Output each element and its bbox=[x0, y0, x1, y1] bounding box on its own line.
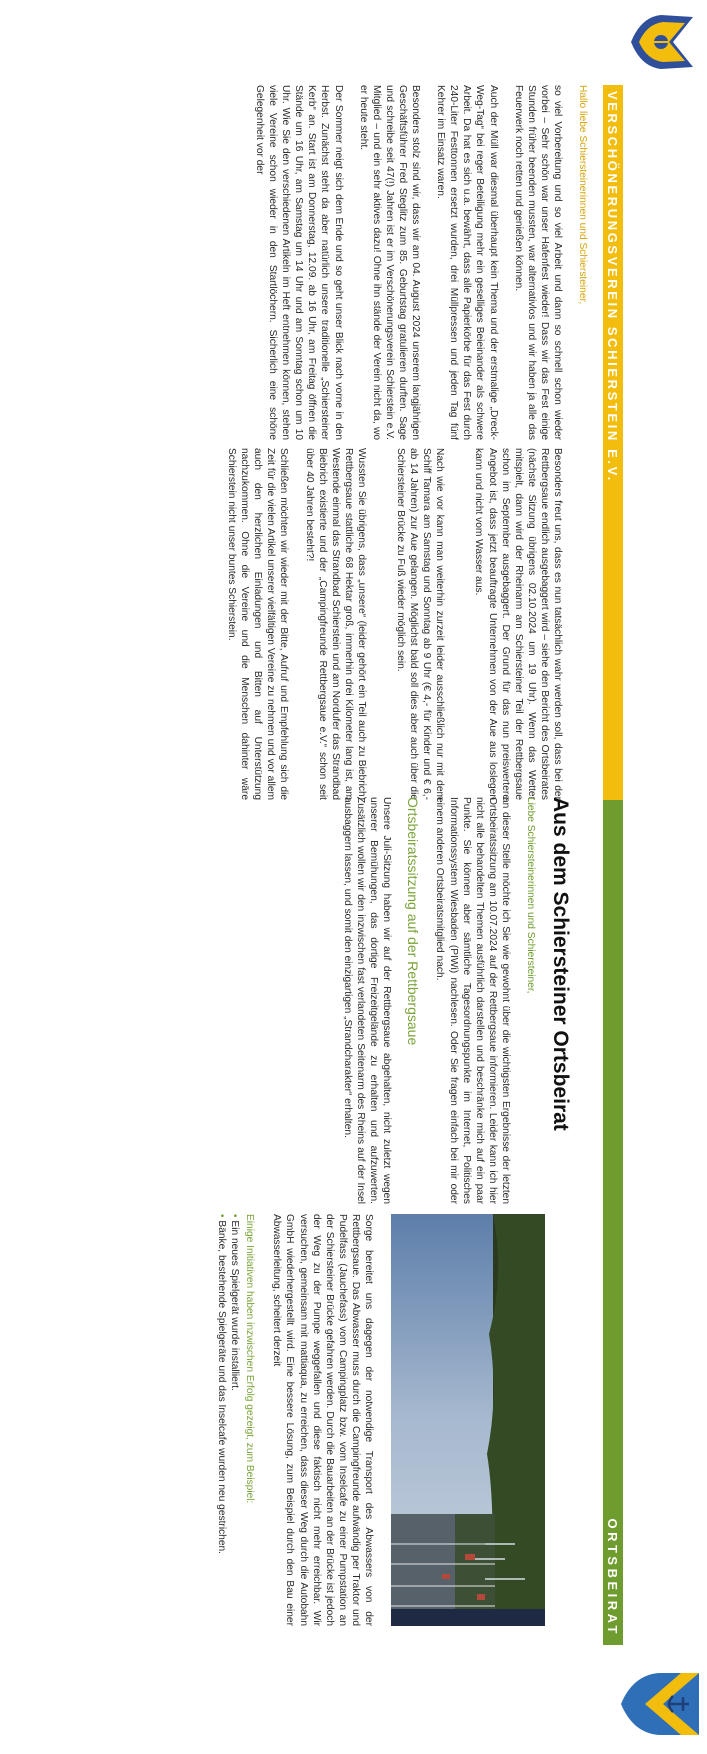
column-1 bbox=[241, 85, 589, 440]
sub-heading: Einige Initiativen haben inzwischen Erfolg gezeigt, zum Beispiel: bbox=[244, 1214, 256, 1504]
bullet-dot: • bbox=[229, 1214, 241, 1218]
greeting: Hallo liebe Schiersteinerinnen und Schiersteiner, bbox=[577, 85, 588, 305]
paragraph: Sorge bereitet uns dagegen der notwendige Transport des Abwassers von der Rettbergsaue. Das Abwasser muss durch die Campingfreunde aufwändig per Traktor und Pudelfass (Jauchefass) vom Campingplatz bzw. vom Inselcafe zu einer Pumpstation an der Schiersteiner Brücke gefahren werden. Durch die Bauarbeiten an der Brücke ist jedoch der Weg zu der Pumpe weggefallen und diese faktisch nicht mehr erreichbar. Wir versuchen, gemeinsam mit mattiaqua, zu erreichen, dass dieser Weg durch die Autobahn GmbH wiederhergestellt wird. Eine bessere Lösung, zum Beispiel durch den Bau einer Abwasserleitung, scheitert derzeit bbox=[271, 1214, 374, 1626]
association-name: VERSCHÖNERUNGSVEREIN SCHIERSTEIN E.V. bbox=[605, 91, 621, 483]
list-item-text: Ein neues Spielgerät wurde installiert. bbox=[229, 1220, 241, 1391]
column-2 bbox=[213, 448, 564, 800]
bullet-dot: • bbox=[216, 1214, 228, 1218]
greeting: Liebe Schiersteinerinnen und Schiersteiner, bbox=[525, 797, 536, 994]
paragraph: Besonders freut uns, dass es nun tatsächlich wahr werden soll, dass bei der Rettbergsaue endlich ausgebaggert wird – siehe den Bericht des Ortsbeirates (nächste Sitzung übrigens 02.10.2024 um 19 Uhr). Wenn das Wetter mitspielt, dann wird der Rheinarm am Schiersteiner Teil der Rettbergsaue schon im September ausgebaggert. Der Grund für das nun preiswertere Angebot ist, dass jetzt beauftragte Unternehmen von der Aue aus loslegen kann und nicht vom Wasser aus. bbox=[473, 448, 563, 800]
coat-of-arms-logo bbox=[619, 1669, 703, 1739]
association-band bbox=[603, 85, 623, 800]
paragraph: Besonders stolz sind wir, dass wir am 04. August 2024 unserem langjährigen Geschäftsführer Fred Steglitz zum 85. Geburtstag gratulieren durften. Sage und schreibe seit 47(!) Jahren ist er im Verschönerungsverein Schierstein e.V. Mitglied – und ein sehr aktives dazu! Ohne ihn stände der Verein nicht da, wo er heute steht. bbox=[357, 85, 422, 440]
column-4 bbox=[215, 1214, 375, 1626]
paragraph: Auch der Müll war diesmal überhaupt kein Thema und der erstmalige „Dreck-Weg-Tag“ bei reger Beteiligung mehr ein geselliges Beieinander als schwere Arbeit. Da hat es sich u.a. bewährt, dass alle Papierkörbe für das Fest durch 240-Liter Festtonnen ersetzt wurden, drei Müllpressen und jeden Tag fünf Kehrer im Einsatz waren. bbox=[435, 85, 499, 440]
article-title: Aus dem Schiersteiner Ortsbeirat bbox=[549, 797, 572, 1131]
paragraph: so viel Vorbereitung und so viel Arbeit und dann so schnell schon wieder vorbei – Sehr schön war unser Hafenfest wieder! Dass wir das Fest einige Stunden früher beenden mussten, war alternativlos und wir haben ja alle das Feuerwerk noch retten und genießen können. bbox=[512, 85, 563, 440]
paragraph: Unsere Juli-Sitzung haben wir auf der Rettbergsaue abgehalten, nicht zuletzt wegen unserer Bemühungen, das dortige Freizeitgelände zu erhalten und aufzuwerten. Zusätzlich wollen wir den inzwischen fast verlandeten Seitenarm des Rheins auf der Insel ausbaggern lassen, und somit den einzigartigen „Strandcharakter“ erhalten. bbox=[342, 797, 393, 1204]
paragraph: an dieser Stelle möchte ich Sie wie gewohnt über die wichtigsten Ergebnisse der letzten Ortsbeiratssitzung am 10.07.2024 auf der Rettbergsaue informieren. Leider kann ich hier nicht alle behandelten Themen ausführlich darstellen und beschränke mich auf ein paar Punkte. Sie können aber sämtliche Tagesordnungspunkte im Internet, Politisches Informationssystem Wiesbaden (PIWi) nachlesen. Oder Sie fragen einfach bei mir oder einem anderen Ortsbeiratsmitglied nach. bbox=[434, 797, 511, 1204]
section-heading: Ortsbeiratssitzung auf der Rettbergsaue bbox=[405, 797, 422, 1046]
harbour-photo bbox=[391, 1214, 545, 1626]
section-name: ORTSBEIRAT bbox=[605, 1518, 621, 1637]
list-item-text: Bänke, bestehende Spielgeräte und das Inselcafe wurden neu gestrichen. bbox=[216, 1220, 228, 1555]
list-item bbox=[215, 1214, 228, 1626]
section-band bbox=[603, 800, 623, 1645]
paragraph: Schließen möchten wir wieder mit der Bitte, Aufruf und Empfehlung sich die Zeit für die vielen Artikel unserer vielfältigen Vereine zu nehmen und vor allem auch den herzlichen Einladungen und Bitten auf Unterstützung nachzukommen. Ohne die Vereine und die Menschen dahinter wäre Schierstein nicht unser buntes Schierstein. bbox=[226, 448, 290, 800]
column-3 bbox=[329, 797, 537, 1204]
list-item bbox=[228, 1214, 241, 1626]
paragraph: Der Sommer neigt sich dem Ende und so geht unser Blick nach vorne in den Herbst. Zunächst steht da aber natürlich unsere traditionelle „Schiersteiner Kerb“ an. Start ist am Donnerstag, 12.09. ab 16 Uhr, am Freitag öffnen die Stände um 16 Uhr, am Samstag um 14 Uhr und am Sonntag schon um 10 Uhr. Wie Sie den verschiedenen Artikeln im Heft entnehmen können, stehen viele Vereine schon wieder in den Startlöchern. Sicherlich eine schöne Gelegenheit vor der bbox=[254, 85, 344, 440]
paragraph: Nach wie vor kann man weiterhin zurzeit leider ausschließlich nur mit dem Schiff Tamara am Samstag und Sonntag ab 9 Uhr (€ 4,- für Kinder und € 6,- ab 14 Jahren) zur Aue gelangen. Möglichst bald soll dies aber auch über die Schiersteiner Brücke zu Fuß wieder möglich sein. bbox=[395, 448, 446, 800]
association-crest-logo bbox=[629, 11, 701, 73]
paragraph: Wussten Sie übrigens, dass „unsere“ (leider gehört ein Teil auch zu Biebrich) Rettbergsaue stattliche 68 Hektar groß, immerhin drei Kilometer lang ist, am Westende einmal das Strandbad Schierstein und am Nordufer das Strandbad Biebrich existierte und der „Campingfreunde Rettbergsaue e.V.“ schon seit über 40 Jahren besteht?! bbox=[303, 448, 367, 800]
